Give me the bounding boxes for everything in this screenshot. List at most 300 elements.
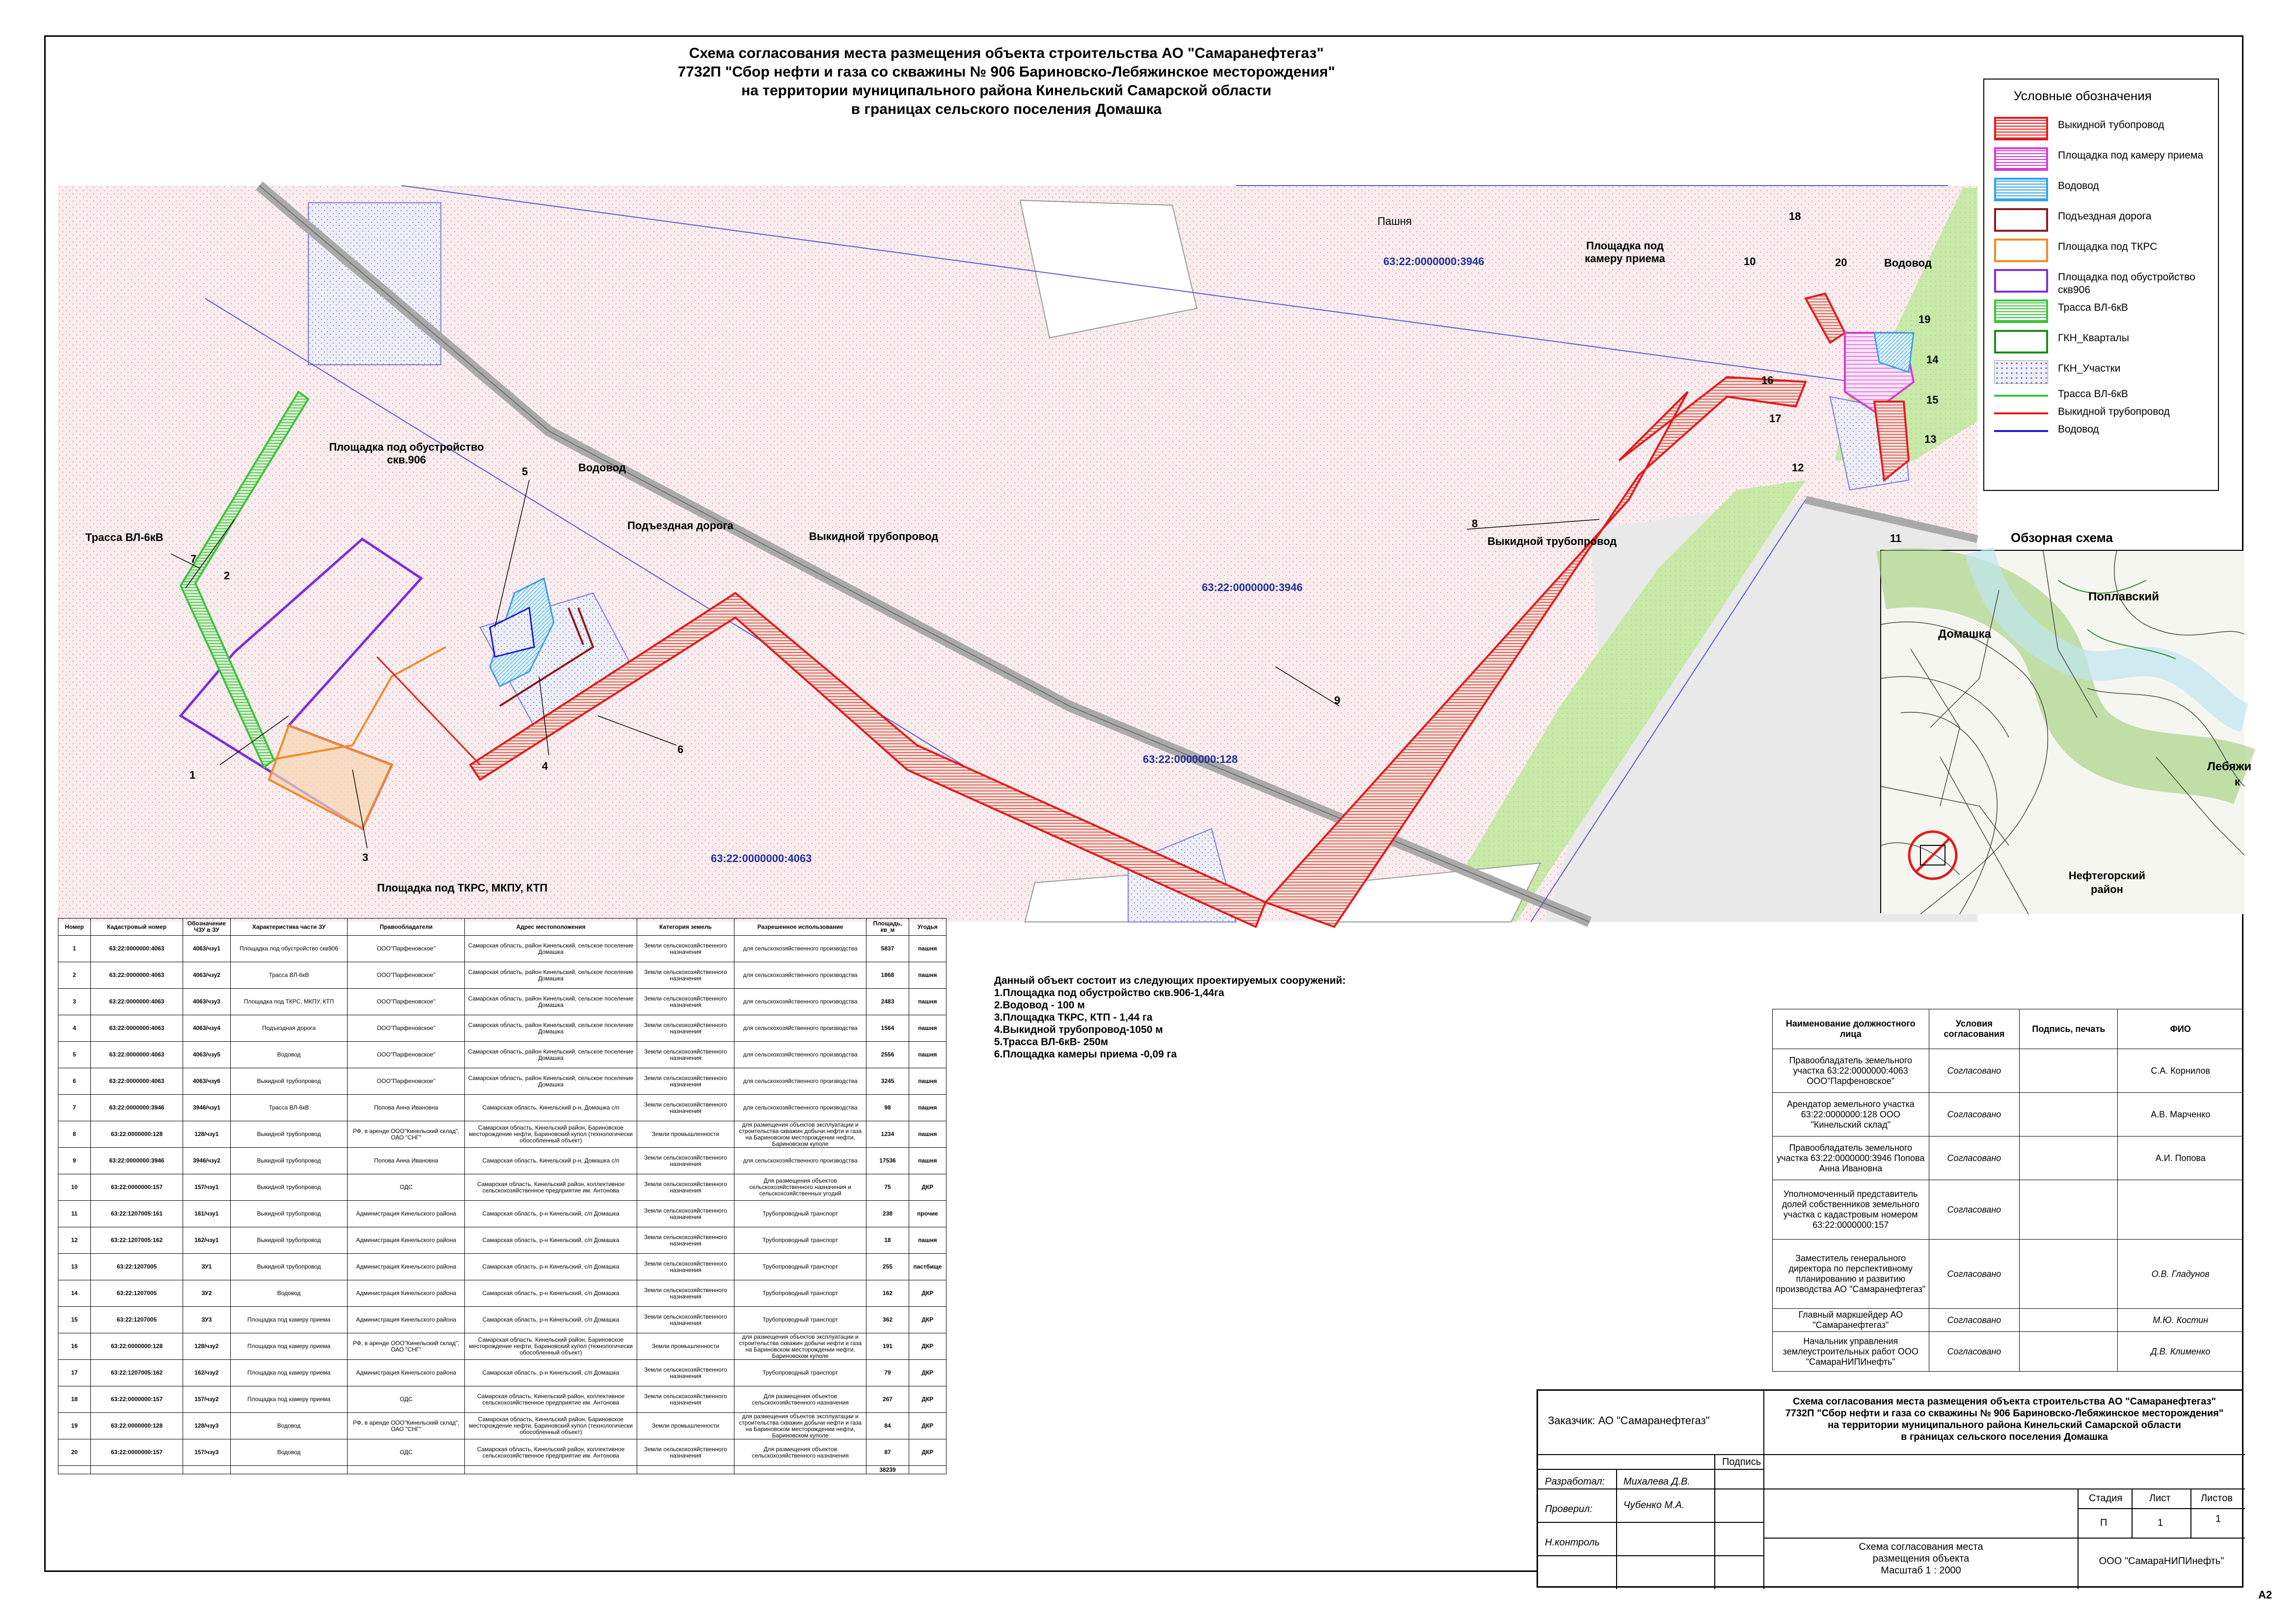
label-access-road: Подъездная дорога: [627, 519, 733, 532]
table-cell: ДКР: [909, 1333, 946, 1360]
point-12: 12: [1792, 461, 1804, 474]
table-cell: 63:22:0000000:4063: [91, 936, 183, 962]
land-table-header: Номер: [58, 919, 91, 936]
table-row: [58, 1386, 946, 1413]
table-cell: Правообладатель земельного участка 63:22:0000000:3946 Попова Анна Ивановна: [1773, 1136, 1929, 1180]
table-cell: Выкидной трубопровод: [230, 1174, 348, 1201]
table-cell: Администрация Кинельского района: [348, 1360, 465, 1386]
table-cell: пашня: [909, 1095, 946, 1121]
table-cell: Водовод: [230, 1042, 348, 1068]
table-cell: Самарская область, Кинельский р-н, Домашка с/п: [465, 1095, 637, 1121]
table-cell: Самарская область, Кинельский р-н, Домашка с/п: [465, 1148, 637, 1174]
land-table-header: Кадастровый номер: [91, 919, 183, 936]
table-cell: Самарская область, р-н Кинельский, с/п Домашка: [465, 1254, 637, 1280]
table-cell: пашня: [909, 1148, 946, 1174]
norm-control-label: Н.контроль: [1545, 1537, 1600, 1548]
table-cell: 98: [866, 1095, 909, 1121]
main-map: [58, 186, 1977, 922]
table-cell: Самарская область, р-н Кинельский, с/п Домашка: [465, 1280, 637, 1307]
table-cell: 255: [866, 1254, 909, 1280]
overview-map: [1880, 530, 2252, 918]
table-cell: 63:22:0000000:3946: [91, 1095, 183, 1121]
table-cell: 128/чзу2: [183, 1333, 231, 1360]
legend-label: Трасса ВЛ-6кВ: [2058, 388, 2128, 400]
legend-label: Водовод: [2058, 424, 2099, 435]
table-row: [58, 1201, 946, 1227]
table-cell: Выкидной трубопровод: [230, 1201, 348, 1227]
table-cell: ОДС: [348, 1439, 465, 1466]
table-cell: Администрация Кинельского района: [348, 1227, 465, 1254]
table-cell: Земли сельскохозяйственного назначения: [637, 1174, 734, 1201]
stage-value: П: [2100, 1517, 2107, 1528]
table-cell: пашня: [909, 1227, 946, 1254]
table-cell: Самарская область, Кинельский район, коллективное сельскохозяйственное предприятие им. Антонова: [465, 1439, 637, 1466]
table-cell: 5: [58, 1042, 91, 1068]
table-cell: Для размещения объектов сельскохозяйственного назначения: [734, 1386, 866, 1413]
table-cell: пашня: [909, 1121, 946, 1148]
legend-label: ГКН_Участки: [2058, 363, 2121, 374]
table-cell: 63:22:0000000:4063: [91, 1042, 183, 1068]
table-row: [58, 1254, 946, 1280]
description-item: 1.Площадка под обустройство скв.906-1,44га: [994, 987, 1224, 999]
legend-swatch: [1994, 208, 2048, 232]
table-cell: для сельскохозяйственного производства: [734, 989, 866, 1015]
table-cell: 162: [866, 1280, 909, 1307]
table-cell: Д.В. Клименко: [2118, 1332, 2243, 1372]
table-cell: ДКР: [909, 1280, 946, 1307]
table-cell: Земли промышленности: [637, 1121, 734, 1148]
table-row: [58, 1148, 946, 1174]
table-cell: для сельскохозяйственного производства: [734, 962, 866, 989]
table-cell: пашня: [909, 989, 946, 1015]
title-line-3: на территории муниципального района Кинельский Самарской области: [741, 82, 1271, 99]
table-row: [58, 1439, 946, 1466]
table-cell: 17: [58, 1360, 91, 1386]
table-cell: 63:22:0000000:4063: [91, 1068, 183, 1095]
table-cell: [2020, 1240, 2118, 1309]
description-item: 4.Выкидной трубопровод-1050 м: [994, 1024, 1163, 1035]
table-cell: для сельскохозяйственного производства: [734, 1068, 866, 1095]
table-cell: ОДС: [348, 1386, 465, 1413]
table-cell: 75: [866, 1174, 909, 1201]
approval-table-header: Наименование должностного лица: [1773, 1009, 1929, 1049]
place-domashka: Домашка: [1938, 627, 1991, 641]
overview-map-frame: [1880, 550, 2252, 913]
legend-item: [1994, 144, 2210, 174]
legend-label: ГКН_Кварталы: [2058, 332, 2129, 344]
table-cell: Земли сельскохозяйственного назначения: [637, 1201, 734, 1227]
table-cell: 63:22:0000000:157: [91, 1174, 183, 1201]
table-cell: Выкидной трубопровод: [230, 1121, 348, 1148]
table-cell: для сельскохозяйственного производства: [734, 1042, 866, 1068]
description-item: 2.Водовод - 100 м: [994, 1000, 1085, 1011]
label-pashnya: Пашня: [1378, 215, 1412, 227]
legend-label: Выкидной тубопровод: [2058, 119, 2164, 131]
table-cell: Самарская область, р-н Кинельский, с/п Домашка: [465, 1201, 637, 1227]
table-cell: Земли сельскохозяйственного назначения: [637, 1254, 734, 1280]
doc-line-2: размещения объекта: [1872, 1553, 1970, 1564]
table-cell: Земли сельскохозяйственного назначения: [637, 1386, 734, 1413]
checked-label: Проверил:: [1545, 1504, 1593, 1515]
table-cell: 63:22:1207005:162: [91, 1360, 183, 1386]
table-cell: 63:22:0000000:4063: [91, 962, 183, 989]
table-cell: 63:22:0000000:157: [91, 1386, 183, 1413]
tb-title-2: 7732П "Сбор нефти и газа со скважины № 906 Бариновско-Лебяжинское месторождения": [1785, 1408, 2224, 1419]
table-cell: 4063/чзу4: [183, 1015, 231, 1042]
table-cell: Водовод: [230, 1280, 348, 1307]
table-cell: ДКР: [909, 1360, 946, 1386]
table-cell: РФ, в аренде ООО"Кинельский склад", ОАО "СНГ": [348, 1333, 465, 1360]
table-cell: 11: [58, 1201, 91, 1227]
table-cell: Земли сельскохозяйственного назначения: [637, 1360, 734, 1386]
table-cell: С.А. Корнилов: [2118, 1049, 2243, 1093]
doc-line-3: Масштаб 1 : 2000: [1881, 1565, 1961, 1576]
table-cell: 18: [58, 1386, 91, 1413]
table-cell: 63:22:0000000:3946: [91, 1148, 183, 1174]
point-3: 3: [362, 851, 369, 864]
legend-swatch: [1994, 360, 2048, 384]
legend-label: Трасса ВЛ-6кВ: [2058, 302, 2128, 313]
title-line-2: 7732П "Сбор нефти и газа со скважины № 906 Бариновско-Лебяжинское месторождения": [677, 64, 1335, 80]
table-cell: 63:22:1207005: [91, 1254, 183, 1280]
point-15: 15: [1926, 394, 1939, 406]
table-row: [1773, 1180, 2243, 1240]
table-cell: 267: [866, 1386, 909, 1413]
cadastral-label-4: 63:22:0000000:4063: [711, 852, 812, 865]
table-cell: 4063/чзу2: [183, 962, 231, 989]
doc-line-1: Схема согласования места: [1859, 1542, 1983, 1552]
table-cell: Земли сельскохозяйственного назначения: [637, 1280, 734, 1307]
table-cell: Попова Анна Ивановна: [348, 1148, 465, 1174]
point-7: 7: [190, 553, 197, 565]
point-14: 14: [1926, 353, 1939, 366]
table-cell: 2483: [866, 989, 909, 1015]
table-cell: 63:22:1207005:162: [91, 1227, 183, 1254]
table-cell: Администрация Кинельского района: [348, 1254, 465, 1280]
table-cell: Самарская область, р-н Кинельский, с/п Домашка: [465, 1227, 637, 1254]
table-cell: ЗУ3: [183, 1307, 231, 1333]
point-6: 6: [677, 743, 684, 756]
table-cell: для размещения объектов эксплуатации и строительства скважин добычи нефти и газа на Бариновском месторождении нефти, Бариновском куполе: [734, 1413, 866, 1439]
table-cell: 3: [58, 989, 91, 1015]
legend-label: Площадка под ТКРС: [2058, 241, 2158, 252]
legend-label: Подъездная дорога: [2058, 211, 2152, 222]
table-cell: Администрация Кинельского района: [348, 1307, 465, 1333]
table-row: [58, 1042, 946, 1068]
table-cell: ООО"Парфеновское": [348, 989, 465, 1015]
table-cell: 1564: [866, 1015, 909, 1042]
table-cell: Земли промышленности: [637, 1413, 734, 1439]
table-row: [58, 1280, 946, 1307]
table-cell: Площадка под камеру приема: [230, 1333, 348, 1360]
table-cell: 8: [58, 1121, 91, 1148]
table-cell: [2118, 1180, 2243, 1240]
table-cell: Уполномоченный представитель долей собственников земельного участка с кадастровым номером 63:22:0000000:157: [1773, 1180, 1929, 1240]
developed-name: Михалева Д.В.: [1623, 1476, 1691, 1487]
table-cell: Согласовано: [1929, 1049, 2020, 1093]
table-cell: Начальник управления землеустроительных работ ООО "СамараНИПИнефть": [1773, 1332, 1929, 1372]
table-cell: пастбище: [909, 1254, 946, 1280]
table-cell: Подъездная дорога: [230, 1015, 348, 1042]
table-cell: Администрация Кинельского района: [348, 1280, 465, 1307]
tb-title-4: в границах сельского поселения Домашка: [1901, 1432, 2108, 1442]
table-cell: [183, 1466, 231, 1474]
table-row: [1773, 1049, 2243, 1093]
table-cell: прочие: [909, 1201, 946, 1227]
legend-item: [1994, 423, 2210, 453]
legend-item: [1994, 114, 2210, 143]
table-cell: 157/чзу1: [183, 1174, 231, 1201]
table-cell: 63:22:0000000:4063: [91, 1015, 183, 1042]
land-table-header: Разрешенное использование: [734, 919, 866, 936]
table-cell: [91, 1466, 183, 1474]
table-cell: Согласовано: [1929, 1309, 2020, 1332]
point-1: 1: [189, 769, 196, 781]
table-cell: Самарская область, район Кинельский, сельское поселение Домашка: [465, 1015, 637, 1042]
table-cell: пашня: [909, 936, 946, 962]
table-cell: 17536: [866, 1148, 909, 1174]
table-cell: 191: [866, 1333, 909, 1360]
label-vodovod-right: Водовод: [1884, 257, 1932, 269]
table-cell: 157/чзу3: [183, 1439, 231, 1466]
table-cell: [2020, 1136, 2118, 1180]
table-cell: А.В. Марченко: [2118, 1093, 2243, 1136]
table-cell: Самарская область, Кинельский район, Бариновское месторождение нефти, Бариновский купол (технологически обособленный объект): [465, 1121, 637, 1148]
tb-title-1: Схема согласования места размещения объекта строительства АО "Самаранефтегаз": [1793, 1396, 2216, 1407]
table-cell: 38239: [866, 1466, 909, 1474]
table-row: [58, 1307, 946, 1333]
table-cell: Самарская область, район Кинельский, сельское поселение Домашка: [465, 989, 637, 1015]
title-block: [1537, 1389, 2243, 1588]
table-cell: Согласовано: [1929, 1332, 2020, 1372]
table-cell: Земли сельскохозяйственного назначения: [637, 962, 734, 989]
title-line-1: Схема согласования места размещения объекта строительства АО "Самаранефтегаз": [689, 45, 1324, 61]
point-16: 16: [1761, 374, 1774, 386]
table-cell: Земли сельскохозяйственного назначения: [637, 1439, 734, 1466]
approval-table-header: Условия согласования: [1929, 1009, 2020, 1049]
label-pipeline-left: Выкидной трубопровод: [809, 530, 939, 542]
table-cell: Земли сельскохозяйственного назначения: [637, 989, 734, 1015]
table-row: [58, 962, 946, 989]
table-cell: 4063/чзу6: [183, 1068, 231, 1095]
legend-label: Водовод: [2058, 180, 2099, 191]
table-cell: Трубопроводный транспорт: [734, 1360, 866, 1386]
point-5: 5: [522, 465, 528, 478]
legend-swatch: [1994, 430, 2048, 432]
table-cell: ООО"Парфеновское": [348, 1068, 465, 1095]
signature-header: Подпись: [1722, 1457, 1761, 1467]
table-cell: 362: [866, 1307, 909, 1333]
table-cell: Согласовано: [1929, 1240, 2020, 1309]
point-17: 17: [1769, 412, 1782, 425]
table-cell: для сельскохозяйственного производства: [734, 1148, 866, 1174]
table-cell: Трубопроводный транспорт: [734, 1307, 866, 1333]
legend-item: [1994, 266, 2210, 296]
table-cell: Трубопроводный транспорт: [734, 1254, 866, 1280]
legend-item: [1994, 236, 2210, 265]
table-cell: 10: [58, 1174, 91, 1201]
table-cell: 63:22:0000000:4063: [91, 989, 183, 1015]
table-cell: 2: [58, 962, 91, 989]
table-cell: Земли сельскохозяйственного назначения: [637, 1227, 734, 1254]
table-cell: 157/чзу2: [183, 1386, 231, 1413]
table-cell: Земли сельскохозяйственного назначения: [637, 1042, 734, 1068]
table-row: [1773, 1240, 2243, 1309]
table-cell: Главный маркшейдер АО "Самаранефтегаз": [1773, 1309, 1929, 1332]
label-pipeline-right: Выкидной трубопровод: [1487, 535, 1617, 547]
table-cell: ДКР: [909, 1174, 946, 1201]
point-13: 13: [1924, 433, 1937, 445]
table-row: [58, 1360, 946, 1386]
table-cell: Правообладатель земельного участка 63:22:0000000:4063 ООО"Парфеновское": [1773, 1049, 1929, 1093]
table-cell: Администрация Кинельского района: [348, 1201, 465, 1227]
table-cell: ООО"Парфеновское": [348, 1015, 465, 1042]
label-pad-tkrs: Площадка под ТКРС, МКПУ, КТП: [377, 882, 548, 894]
table-cell: Площадка под камеру приема: [230, 1307, 348, 1333]
sheet-format: A2: [2258, 1589, 2272, 1601]
place-k: к: [2235, 776, 2241, 788]
table-cell: Самарская область, район Кинельский, сельское поселение Домашка: [465, 1042, 637, 1068]
table-cell: пашня: [909, 962, 946, 989]
legend-swatch: [1994, 269, 2048, 293]
table-cell: 63:22:1207005: [91, 1307, 183, 1333]
table-cell: [637, 1466, 734, 1474]
table-cell: Согласовано: [1929, 1136, 2020, 1180]
table-cell: Трубопроводный транспорт: [734, 1201, 866, 1227]
table-row: [58, 1413, 946, 1439]
table-total-row: [58, 1466, 946, 1474]
table-cell: для сельскохозяйственного производства: [734, 1095, 866, 1121]
table-cell: 13: [58, 1254, 91, 1280]
table-cell: ООО"Парфеновское": [348, 962, 465, 989]
table-cell: М.Ю. Костин: [2118, 1309, 2243, 1332]
point-2: 2: [224, 569, 230, 582]
table-cell: 87: [866, 1439, 909, 1466]
table-cell: 4063/чзу3: [183, 989, 231, 1015]
point-10: 10: [1744, 255, 1756, 268]
sheets-value: 1: [2215, 1514, 2221, 1524]
legend-swatch: [1994, 147, 2048, 171]
point-4: 4: [542, 760, 548, 772]
legend-swatch: [1994, 299, 2048, 323]
table-cell: РФ, в аренде ООО"Кинельский склад", ОАО "СНГ": [348, 1121, 465, 1148]
table-cell: ДКР: [909, 1307, 946, 1333]
table-cell: Площадка под камеру приема: [230, 1360, 348, 1386]
table-cell: 3946/чзу2: [183, 1148, 231, 1174]
land-table-header: Угодья: [909, 919, 946, 936]
table-cell: ЗУ2: [183, 1280, 231, 1307]
land-table-header: Характеристика части ЗУ: [230, 919, 348, 936]
legend-label: Площадка под обустройство скв906: [2058, 271, 2195, 296]
table-cell: 63:22:0000000:157: [91, 1439, 183, 1466]
table-cell: пашня: [909, 1015, 946, 1042]
label-vodovod-left: Водовод: [578, 461, 626, 474]
table-cell: Земли сельскохозяйственного назначения: [637, 1095, 734, 1121]
legend-item: [1994, 205, 2210, 235]
legend-item: [1994, 327, 2210, 356]
table-cell: 1234: [866, 1121, 909, 1148]
table-row: [58, 1121, 946, 1148]
legend-label: Площадка под камеру приема: [2058, 150, 2204, 161]
table-cell: Земли сельскохозяйственного назначения: [637, 1307, 734, 1333]
table-cell: 63:22:0000000:128: [91, 1121, 183, 1148]
table-cell: Самарская область, Кинельский район, Бариновское месторождение нефти, Бариновский купол (технологически обособленный объект): [465, 1333, 637, 1360]
table-cell: Самарская область, р-н Кинельский, с/п Домашка: [465, 1360, 637, 1386]
table-cell: Водовод: [230, 1413, 348, 1439]
approval-table: [1772, 1009, 2243, 1372]
legend-swatch: [1994, 239, 2048, 262]
table-cell: [2020, 1332, 2118, 1372]
table-cell: 79: [866, 1360, 909, 1386]
sheet-value: 1: [2158, 1517, 2163, 1528]
table-cell: 19: [58, 1413, 91, 1439]
legend-swatch: [1994, 330, 2048, 353]
table-row: [58, 1068, 946, 1095]
table-cell: Самарская область, район Кинельский, сельское поселение Домашка: [465, 936, 637, 962]
sheet-title: [589, 44, 1424, 119]
overview-title: Обзорная схема: [2011, 530, 2113, 545]
table-cell: 4: [58, 1015, 91, 1042]
table-cell: Согласовано: [1929, 1093, 2020, 1136]
description-intro: Данный объект состоит из следующих проектируемых сооружений:: [994, 975, 1346, 986]
table-cell: Выкидной трубопровод: [230, 1254, 348, 1280]
legend-swatch: [1994, 412, 2048, 414]
table-cell: Земли сельскохозяйственного назначения: [637, 1148, 734, 1174]
table-cell: для размещения объектов эксплуатации и строительства скважин добычи нефти и газа на Бариновском месторождении нефти, Бариновском куполе: [734, 1333, 866, 1360]
table-cell: Трубопроводный транспорт: [734, 1280, 866, 1307]
land-table-header: Категория земель: [637, 919, 734, 936]
description-item: 6.Площадка камеры приема -0,09 га: [994, 1049, 1177, 1060]
table-cell: Трубопроводный транспорт: [734, 1227, 866, 1254]
land-table-header: Обозначение ЧЗУ в ЗУ: [183, 919, 231, 936]
label-vl-6kv: Трасса ВЛ-6кВ: [85, 531, 163, 543]
table-cell: [2020, 1180, 2118, 1240]
table-cell: 128/чзу1: [183, 1121, 231, 1148]
overview-map-svg: [1881, 551, 2244, 914]
legend-item: [1994, 297, 2210, 326]
table-cell: [2020, 1049, 2118, 1093]
table-row: [58, 1227, 946, 1254]
table-cell: ДКР: [909, 1386, 946, 1413]
table-cell: Самарская область, Кинельский район, коллективное сельскохозяйственное предприятие им. Антонова: [465, 1386, 637, 1413]
label-pad-skv906: Площадка под обустройство скв.906: [329, 441, 484, 466]
table-row: [1773, 1093, 2243, 1136]
description-item: 5.Трасса ВЛ-6кВ- 250м: [994, 1036, 1108, 1048]
table-row: [1773, 1332, 2243, 1372]
point-11: 11: [1890, 532, 1902, 544]
table-cell: 18: [866, 1227, 909, 1254]
legend-swatch: [1994, 395, 2048, 397]
table-cell: 9: [58, 1148, 91, 1174]
table-cell: для сельскохозяйственного производства: [734, 1015, 866, 1042]
table-cell: Выкидной трубопровод: [230, 1227, 348, 1254]
table-cell: А.И. Попова: [2118, 1136, 2243, 1180]
table-cell: ООО"Парфеновское": [348, 1042, 465, 1068]
table-row: [58, 989, 946, 1015]
table-cell: 16: [58, 1333, 91, 1360]
table-cell: 15: [58, 1307, 91, 1333]
table-cell: О.В. Гладунов: [2118, 1240, 2243, 1309]
table-cell: Заместитель генерального директора по перспективному планированию и развитию производства АО "Самаранефтегаз": [1773, 1240, 1929, 1309]
point-20: 20: [1835, 256, 1847, 269]
table-row: [1773, 1136, 2243, 1180]
place-neftegorsky: Нефтегорский район: [2068, 869, 2146, 895]
table-cell: 128/чзу3: [183, 1413, 231, 1439]
table-cell: Самарская область, Кинельский район, коллективное сельскохозяйственное предприятие им. Антонова: [465, 1174, 637, 1201]
table-cell: 63:22:1207005: [91, 1280, 183, 1307]
organization: ООО "СамараНИПИнефть": [2099, 1556, 2224, 1567]
land-table-header: Адрес местоположения: [465, 919, 637, 936]
